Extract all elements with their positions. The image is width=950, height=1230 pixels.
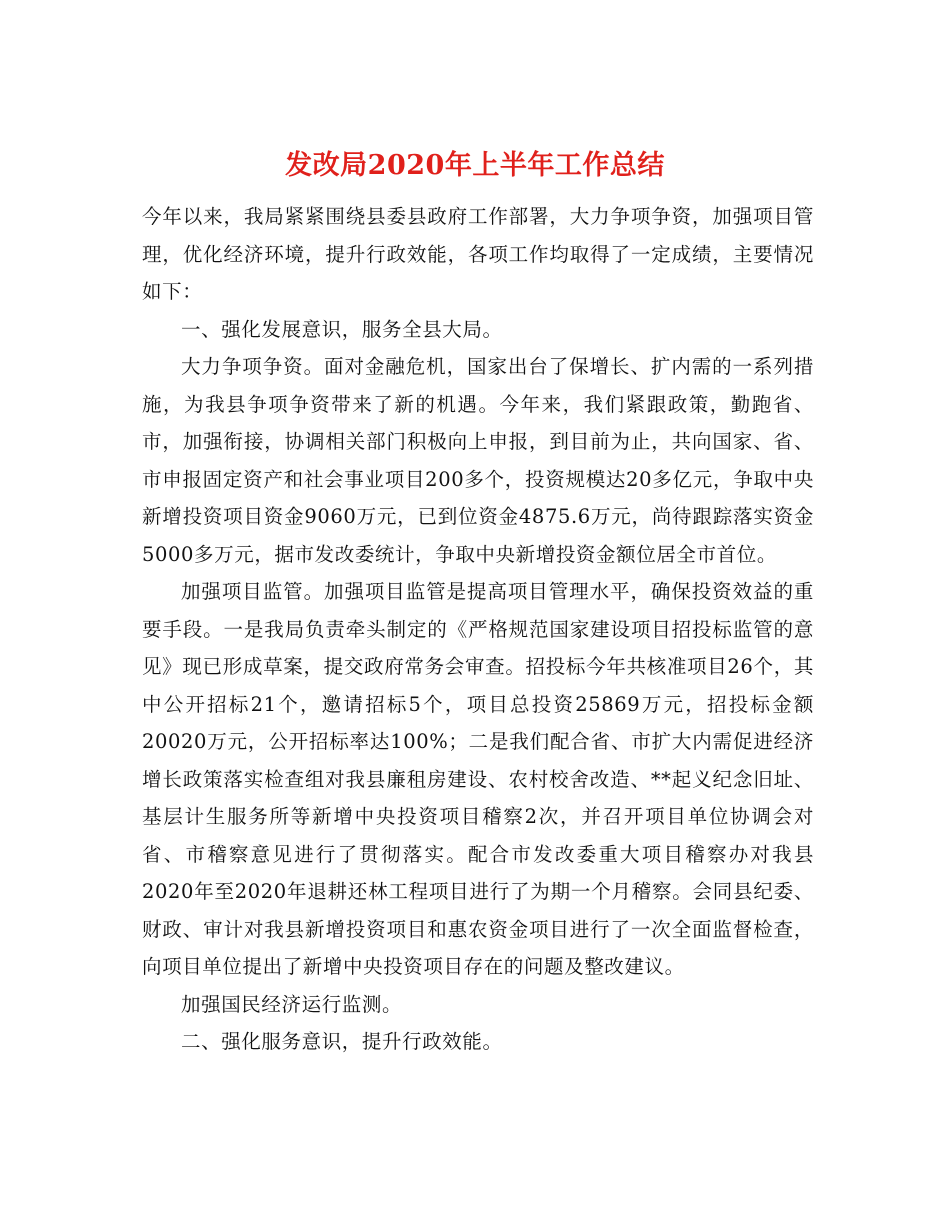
paragraph-intro: 今年以来，我局紧紧围绕县委县政府工作部署，大力争项争资，加强项目管理，优化经济环境，提升行政效能，各项工作均取得了一定成绩，主要情况如下： xyxy=(142,205,814,303)
section-heading-1: 一、强化发展意识，服务全县大局。 xyxy=(181,317,503,341)
paragraph-monitoring: 加强国民经济运行监测。 xyxy=(181,992,403,1016)
section-heading-2: 二、强化服务意识，提升行政效能。 xyxy=(181,1030,503,1053)
paragraph-supervision: 加强项目监管。加强项目监管是提高项目管理水平，确保投资效益的重要手段。一是我局负责牵头制定的《严格规范国家建设项目招投标监管的意见》现已形成草案，提交政府常务会审查。招投标今年共核准项目26个，其中公开招标21个，邀请招标5个，项目总投资25869万元，招投标金额20020万元，公开招标率达100%；二是我们配合省、市扩大内需促进经济增长政策落实检查组对我县廉租房建设、农村校舍改造、**起义纪念旧址、基层计生服务所等新增中央投资项目稽察2次，并召开项目单位协调会对省、市稽察意见进行了贯彻落实。配合市发改委重大项目稽察办对我县2020年至2020年退耕还林工程项目进行了为期一个月稽察。会同县纪委、财政、审计对我县新增投资项目和惠农资金项目进行了一次全面监督检查，向项目单位提出了新增中央投资项目存在的问题及整改建议。 xyxy=(142,580,814,978)
paragraph-funding: 大力争项争资。面对金融危机，国家出台了保增长、扩内需的一系列措施，为我县争项争资带来了新的机遇。今年来，我们紧跟政策，勤跑省、市，加强衔接，协调相关部门积极向上申报，到目前为止，共向国家、省、市申报固定资产和社会事业项目200多个，投资规模达20多亿元，争取中央新增投资项目资金9060万元，已到位资金4875.6万元，尚待跟踪落实资金5000多万元，据市发改委统计，争取中央新增投资金额位居全市首位。 xyxy=(142,355,814,566)
document-body xyxy=(142,198,814,1061)
document-title: 发改局2020年上半年工作总结 xyxy=(285,150,665,182)
